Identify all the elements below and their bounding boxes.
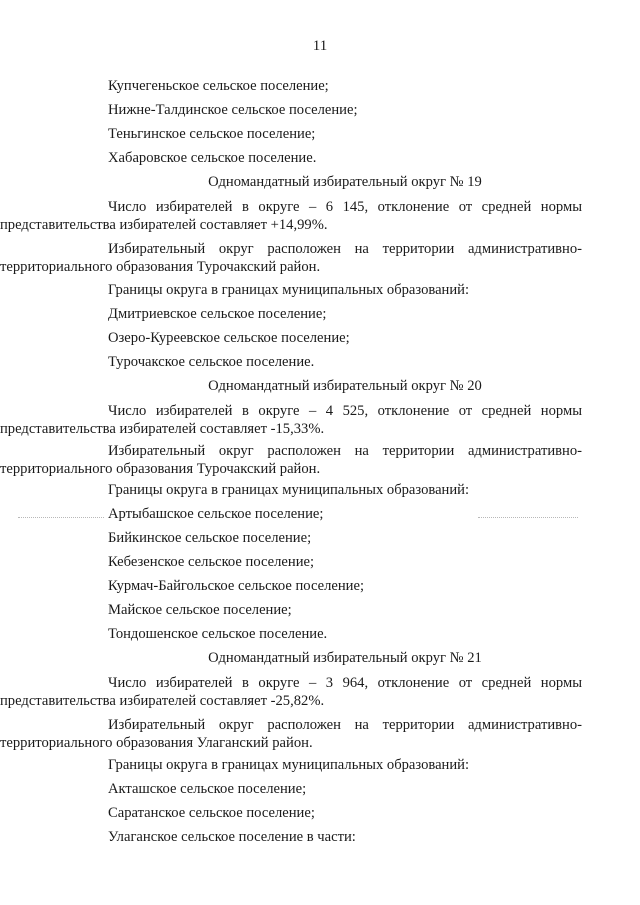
location-paragraph-21: [0, 716, 582, 752]
settlement-item: Майское сельское поселение;: [108, 602, 292, 618]
boundaries-label-21: Границы округа в границах муниципальных образований:: [108, 757, 470, 773]
paragraph-line: Число избирателей в округе – 3 964, отклонение от средней нормы: [108, 675, 582, 691]
paragraph-line: Избирательный округ расположен на территории административно-: [108, 717, 582, 733]
boundaries-label-20: Границы округа в границах муниципальных образований:: [108, 482, 470, 498]
settlement-item: Турочакское сельское поселение.: [108, 354, 315, 370]
settlement-item: Кебезенское сельское поселение;: [108, 554, 315, 570]
page-number: 11: [312, 38, 328, 54]
settlement-item: Озеро-Куреевское сельское поселение;: [108, 330, 350, 346]
location-paragraph-20: [0, 442, 582, 478]
voters-paragraph-21: [0, 674, 582, 710]
settlement-item: Улаганское сельское поселение в части:: [108, 829, 356, 845]
voters-paragraph-19: [0, 198, 582, 234]
settlement-item: Нижне-Талдинское сельское поселение;: [108, 102, 358, 118]
settlement-item: Тондошенское сельское поселение.: [108, 626, 328, 642]
district-heading-19: Одномандатный избирательный округ № 19: [208, 174, 482, 190]
paragraph-line: территориального образования Турочакский район.: [0, 259, 321, 275]
scan-artifact-rule-left: [18, 517, 104, 518]
paragraph-line: представительства избирателей составляет -15,33%.: [0, 421, 325, 437]
settlement-item: Купчегеньское сельское поселение;: [108, 78, 329, 94]
paragraph-line: территориального образования Турочакский район.: [0, 461, 321, 477]
district-heading-21: Одномандатный избирательный округ № 21: [208, 650, 482, 666]
settlement-item: Теньгинское сельское поселение;: [108, 126, 316, 142]
settlement-item: Саратанское сельское поселение;: [108, 805, 315, 821]
settlement-item: Бийкинское сельское поселение;: [108, 530, 312, 546]
paragraph-line: Число избирателей в округе – 6 145, отклонение от средней нормы: [108, 199, 582, 215]
settlement-item: Артыбашское сельское поселение;: [108, 506, 324, 522]
boundaries-label-19: Границы округа в границах муниципальных образований:: [108, 282, 470, 298]
paragraph-line: Число избирателей в округе – 4 525, отклонение от средней нормы: [108, 403, 582, 419]
paragraph-line: представительства избирателей составляет -25,82%.: [0, 693, 325, 709]
district-heading-20: Одномандатный избирательный округ № 20: [208, 378, 482, 394]
paragraph-line: Избирательный округ расположен на территории административно-: [108, 443, 582, 459]
settlement-item: Хабаровское сельское поселение.: [108, 150, 317, 166]
settlement-item: Дмитриевское сельское поселение;: [108, 306, 327, 322]
paragraph-line: Избирательный округ расположен на территории административно-: [108, 241, 582, 257]
settlement-item: Курмач-Байгольское сельское поселение;: [108, 578, 365, 594]
paragraph-line: представительства избирателей составляет +14,99%.: [0, 217, 328, 233]
paragraph-line: территориального образования Улаганский район.: [0, 735, 313, 751]
scan-artifact-rule-right: [478, 517, 578, 518]
location-paragraph-19: [0, 240, 582, 276]
voters-paragraph-20: [0, 402, 582, 438]
settlement-item: Акташское сельское поселение;: [108, 781, 307, 797]
